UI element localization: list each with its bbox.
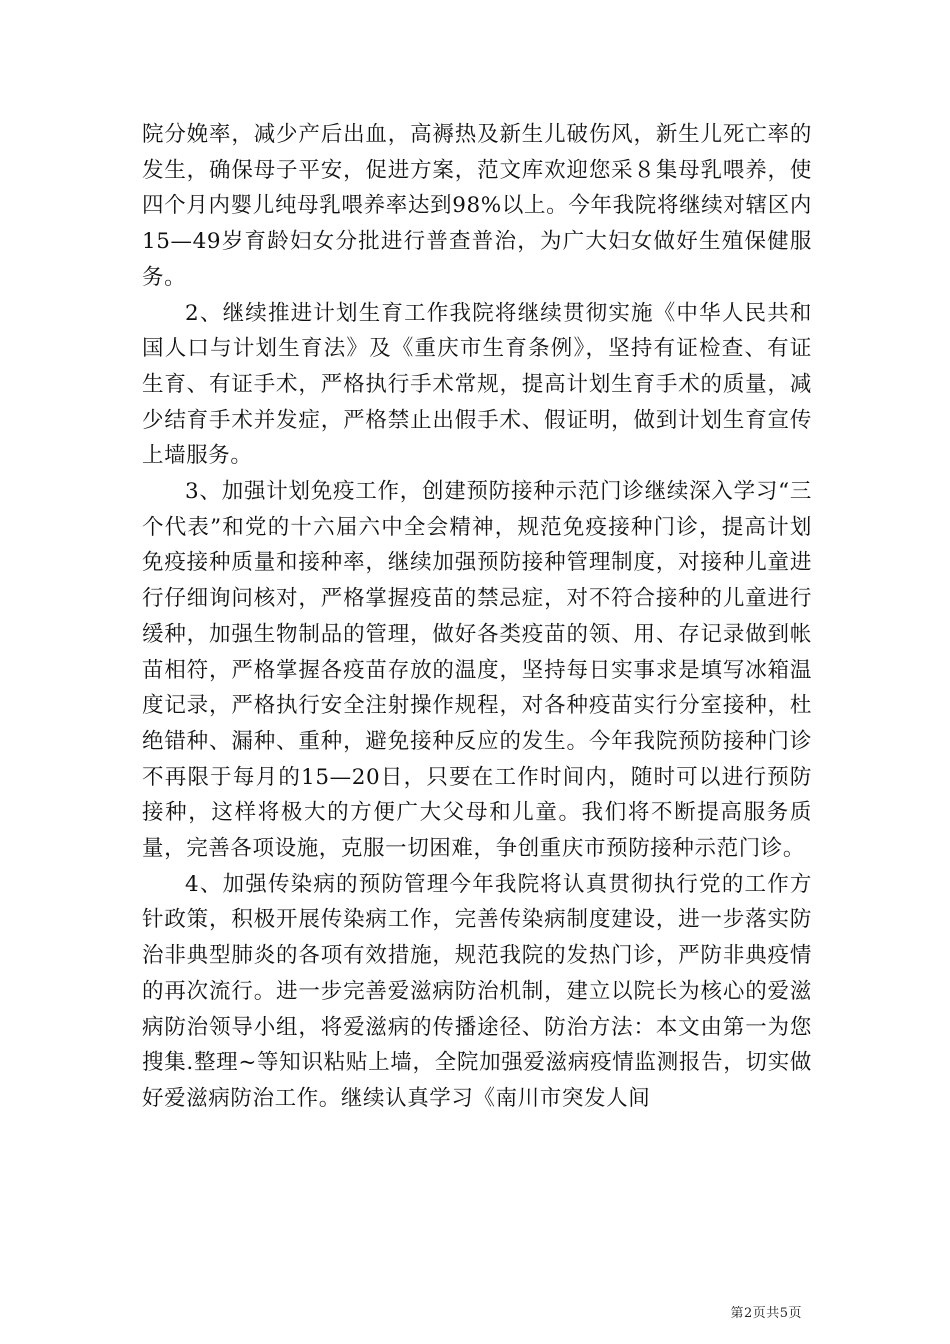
paragraph-maternal-health: 院分娩率，减少产后出血，高褥热及新生儿破伤风，新生儿死亡率的发生，确保母子平安，促进方案，范文库欢迎您采８集母乳喂养，使四个月内婴儿纯母乳喂养率达到98%以上。今年我院将继续对辖区内15—49岁育龄妇女分批进行普查普治，为广大妇女做好生殖保健服务。 <box>142 122 812 290</box>
document-body <box>142 117 812 1117</box>
paragraph-family-planning: 2、继续推进计划生育工作我院将继续贯彻实施《中华人民共和国人口与计划生育法》及《重庆市生育条例》，坚持有证检查、有证生育、有证手术，严格执行手术常规，提高计划生育手术的质量，减少结育手术并发症，严格禁止出假手术、假证明，做到计划生育宣传上墙服务。 <box>142 300 812 469</box>
paragraph-immunization: 3、加强计划免疫工作，创建预防接种示范门诊继续深入学习“三个代表”和党的十六届六中全会精神，规范免疫接种门诊，提高计划免疫接种质量和接种率，继续加强预防接种管理制度，对接种儿童进行仔细询问核对，严格掌握疫苗的禁忌症，对不符合接种的儿童进行缓种，加强生物制品的管理，做好各类疫苗的领、用、存记录做到帐苗相符，严格掌握各疫苗存放的温度，坚持每日实事求是填写冰箱温度记录，严格执行安全注射操作规程，对各种疫苗实行分室接种，杜绝错种、漏种、重种，避免接种反应的发生。今年我院预防接种门诊不再限于每月的15—20日，只要在工作时间内，随时可以进行预防接种，这样将极大的方便广大父母和儿童。我们将不断提高服务质量，完善各项设施，克服一切困难，争创重庆市预防接种示范门诊。 <box>142 479 812 862</box>
paragraph-infectious-disease: 4、加强传染病的预防管理今年我院将认真贯彻执行党的工作方针政策，积极开展传染病工作，完善传染病制度建设，进一步落实防治非典型肺炎的各项有效措施，规范我院的发热门诊，严防非典疫情的再次流行。进一步完善爱滋病防治机制，建立以院长为核心的爱滋病防治领导小组，将爱滋病的传播途径、防治方法：本文由第一为您搜集.整理~等知识粘贴上墙，全院加强爱滋病疫情监测报告，切实做好爱滋病防治工作。继续认真学习《南川市突发人间 <box>142 871 812 1111</box>
page-number-footer: 第2页共5页 <box>730 1306 802 1321</box>
